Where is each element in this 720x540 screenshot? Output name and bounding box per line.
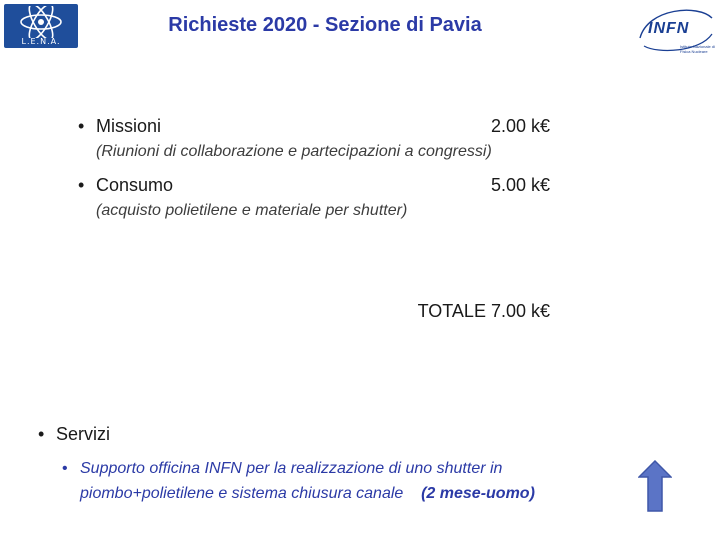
bullet-icon: •: [78, 175, 85, 195]
servizi-effort: (2 mese-uomo): [421, 485, 535, 502]
bullet-icon: •: [38, 424, 45, 444]
servizi-detail: [62, 456, 535, 506]
servizi-line-2: piombo+polietilene e sistema chiusura canale (2 mese-uomo): [80, 485, 535, 502]
lena-logo-text: L.E.N.A.: [21, 37, 61, 46]
lena-logo: [4, 4, 78, 48]
infn-logo: [634, 4, 716, 60]
servizi-heading: [38, 424, 110, 445]
up-arrow-icon[interactable]: [638, 460, 672, 517]
page-title: Richieste 2020 - Sezione di Pavia: [168, 14, 482, 36]
list-item: [78, 175, 173, 196]
infn-logo-text: INFN: [648, 20, 690, 37]
bullet-icon: •: [78, 116, 85, 136]
bullet-icon: •: [62, 460, 68, 477]
atom-icon: [14, 6, 68, 38]
item-amount: 2.00 k€: [490, 116, 550, 136]
servizi-label: Servizi: [56, 424, 111, 444]
item-amount: 5.00 k€: [490, 175, 550, 195]
servizi-line-1: • Supporto officina INFN per la realizzazione di uno shutter in: [62, 456, 535, 481]
item-label: Missioni: [96, 116, 162, 136]
item-label: Consumo: [96, 175, 174, 195]
item-detail: (Riunioni di collaborazione e partecipazioni a congressi): [96, 143, 492, 160]
infn-logo-subtext: Istituto Nazionale di Fisica Nucleare: [680, 44, 715, 54]
list-item: [78, 116, 161, 137]
total-amount: TOTALE 7.00 k€: [417, 301, 550, 321]
item-detail: (acquisto polietilene e materiale per shutter): [96, 202, 408, 219]
